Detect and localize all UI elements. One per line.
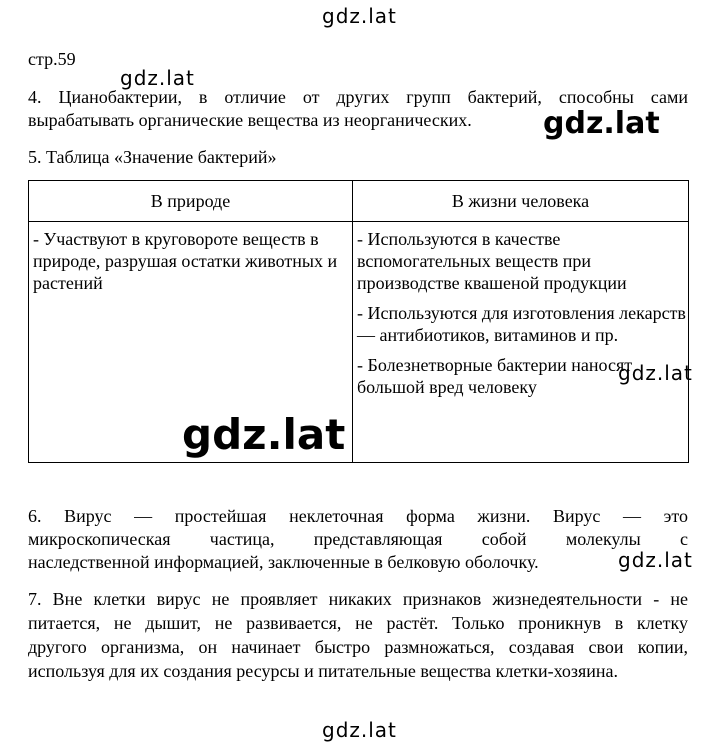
q4-line-2: вырабатывать органические вещества из неорганических. bbox=[28, 110, 472, 130]
watermark-table-large: gdz.lat bbox=[182, 410, 346, 459]
bacteria-significance-table bbox=[28, 180, 689, 463]
q4-line-1: 4. Цианобактерии, в отличие от других групп бактерий, способны сами bbox=[28, 87, 688, 107]
watermark-under-page-ref: gdz.lat bbox=[120, 66, 195, 90]
table-cell-human-life bbox=[353, 222, 689, 463]
q6-line-2: микроскопическая частица, представляющая собой молекулы с bbox=[28, 529, 688, 549]
watermark-top: gdz.lat bbox=[322, 4, 397, 28]
q7-line-4: используя для их создания ресурсы и питательные вещества клетки-хозяина. bbox=[28, 661, 619, 681]
page-reference: стр.59 bbox=[28, 49, 76, 69]
watermark-table-small: gdz.lat bbox=[618, 361, 693, 385]
human-item: - Используются для изготовления лекарств — антибиотиков, витаминов и пр. bbox=[357, 303, 686, 345]
nature-item: - Участвуют в круговороте веществ в природе, разрушая остатки животных и растений bbox=[33, 229, 338, 293]
q7-line-1: 7. Вне клетки вирус не проявляет никаких признаков жизнедеятельности - не bbox=[28, 589, 688, 609]
table-header-human-life: В жизни человека bbox=[353, 181, 689, 222]
q7-line-3: другого организма, он начинает быстро размножаться, создавая свои копии, bbox=[28, 637, 688, 657]
q5-title: 5. Таблица «Значение бактерий» bbox=[28, 147, 277, 167]
human-item: - Используются в качестве вспомогательных веществ при производстве квашеной продукции bbox=[357, 229, 627, 293]
watermark-after-q6: gdz.lat bbox=[618, 548, 693, 572]
q7-line-2: питается, не дышит, не развивается, не растёт. Только проникнув в клетку bbox=[28, 613, 688, 633]
table-header-row bbox=[29, 181, 689, 222]
q6-line-3: наследственной информацией, заключенные в белковую оболочку. bbox=[28, 552, 539, 572]
watermark-right-q4: gdz.lat bbox=[543, 106, 660, 141]
watermark-bottom: gdz.lat bbox=[322, 718, 397, 742]
table-header-nature: В природе bbox=[29, 181, 353, 222]
q6-line-1: 6. Вирус — простейшая неклеточная форма жизни. Вирус — это bbox=[28, 506, 688, 526]
human-item: - Болезнетворные бактерии наносят большой вред человеку bbox=[357, 355, 633, 397]
table-row bbox=[29, 222, 689, 463]
